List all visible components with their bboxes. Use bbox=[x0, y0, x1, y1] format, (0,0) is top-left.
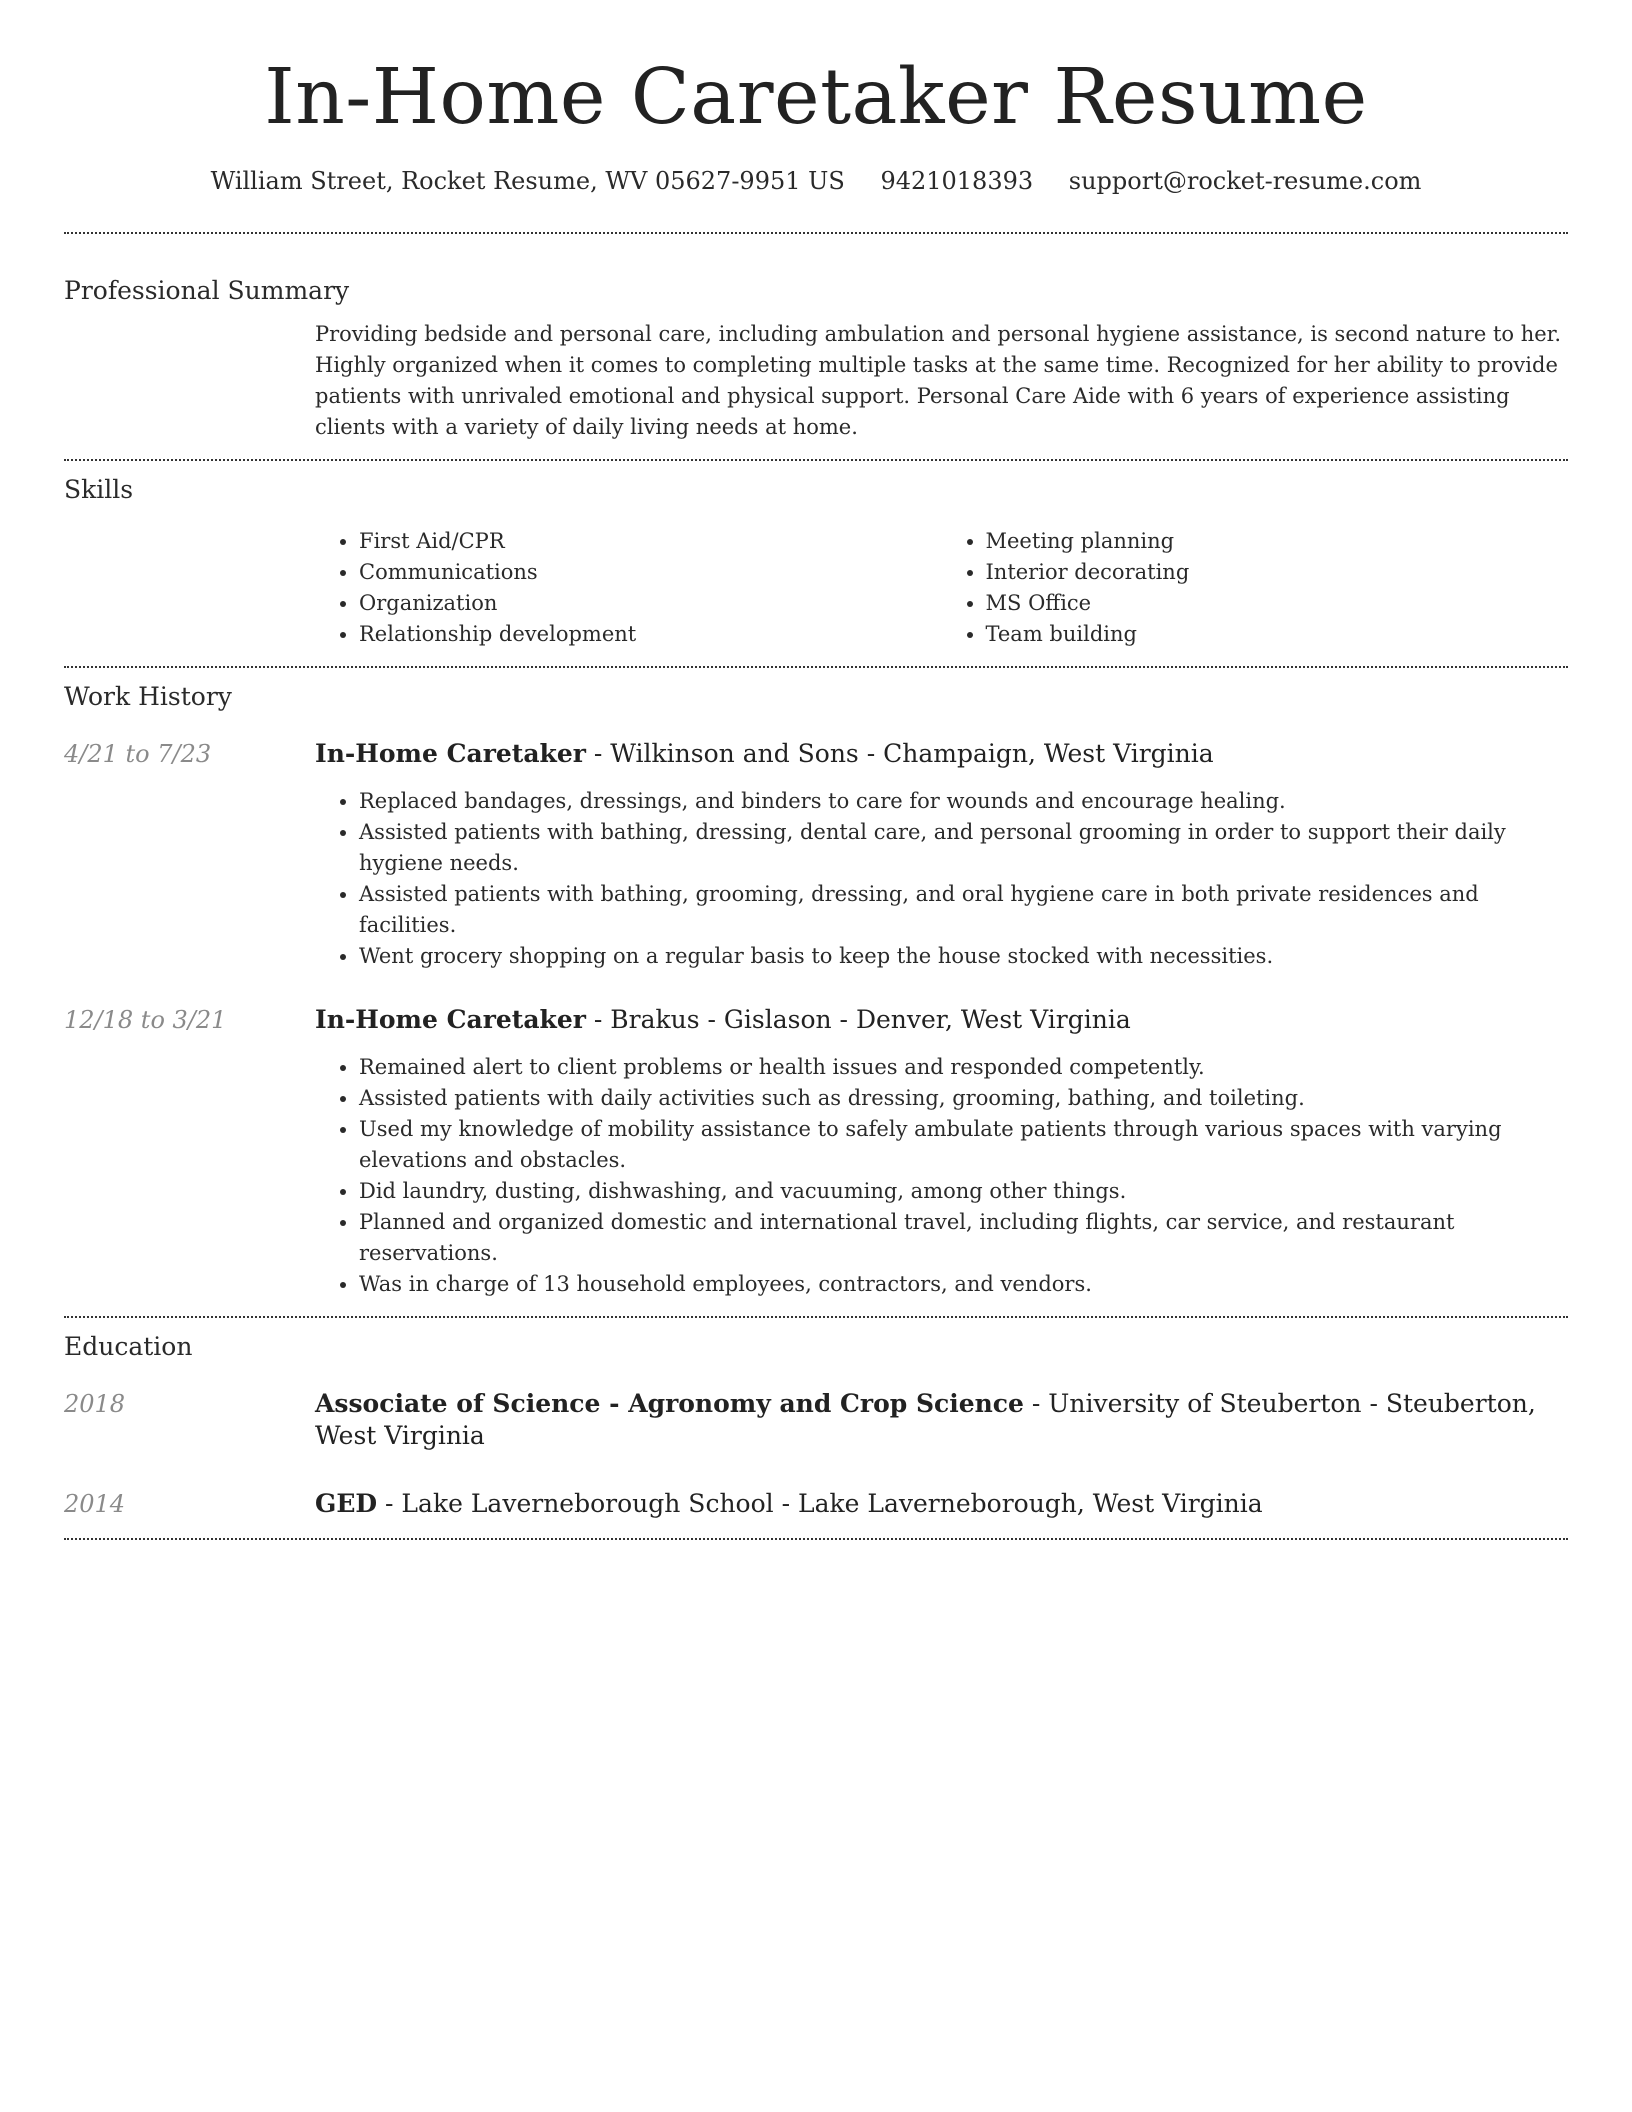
education-year: 2018 bbox=[64, 1390, 126, 1418]
summary-heading: Professional Summary bbox=[64, 276, 350, 305]
education-title bbox=[315, 1488, 1568, 1520]
skill-item: • MS Office bbox=[986, 588, 1569, 619]
job-bullets bbox=[315, 1052, 1568, 1300]
skill-item: • Team building bbox=[986, 619, 1569, 650]
work-section bbox=[64, 682, 1568, 1300]
contact-phone: 9421018393 bbox=[880, 167, 1034, 195]
job-bullet: • Replaced bandages, dressings, and binders to care for wounds and encourage healing. bbox=[359, 786, 1568, 817]
skill-item: • Interior decorating bbox=[986, 557, 1569, 588]
skill-item: • Relationship development bbox=[359, 619, 942, 650]
skill-item: • Meeting planning bbox=[986, 526, 1569, 557]
divider-header bbox=[64, 232, 1568, 234]
education-degree: Associate of Science - Agronomy and Crop Science bbox=[315, 1389, 1024, 1418]
divider-skills bbox=[64, 666, 1568, 668]
contact-address: William Street, Rocket Resume, WV 05627-9951 US bbox=[210, 167, 845, 195]
job-bullet: • Used my knowledge of mobility assistance to safely ambulate patients through various spaces with varying elevations and obstacles. bbox=[359, 1114, 1568, 1176]
work-heading: Work History bbox=[64, 682, 232, 711]
skills-list-right bbox=[942, 526, 1569, 650]
job-dates: 4/21 to 7/23 bbox=[64, 740, 212, 768]
job-bullet: • Did laundry, dusting, dishwashing, and vacuuming, among other things. bbox=[359, 1176, 1568, 1207]
job-bullet: • Planned and organized domestic and international travel, including flights, car service, and restaurant reservations. bbox=[359, 1207, 1568, 1269]
job-bullet: • Went grocery shopping on a regular basis to keep the house stocked with necessities. bbox=[359, 941, 1568, 972]
summary-section bbox=[64, 276, 1568, 443]
job-employer: - Wilkinson and Sons - Champaign, West Virginia bbox=[585, 739, 1214, 768]
education-school: - Lake Laverneborough School - Lake Laverneborough, West Virginia bbox=[377, 1489, 1263, 1518]
job-bullet: • Assisted patients with bathing, dressing, dental care, and personal grooming in order to support their daily hygiene needs. bbox=[359, 817, 1568, 879]
job-entry bbox=[64, 1004, 1568, 1300]
skills-heading: Skills bbox=[64, 475, 134, 504]
job-bullets bbox=[315, 786, 1568, 972]
job-entry bbox=[64, 738, 1568, 972]
job-role: In-Home Caretaker bbox=[315, 1005, 586, 1034]
education-section bbox=[64, 1332, 1568, 1520]
job-employer: - Brakus - Gislason - Denver, West Virginia bbox=[585, 1005, 1131, 1034]
education-school: - University of Steuberton - Steuberton, West Virginia bbox=[315, 1389, 1536, 1450]
divider-summary bbox=[64, 459, 1568, 461]
education-heading: Education bbox=[64, 1332, 193, 1361]
job-bullet: • Assisted patients with daily activities such as dressing, grooming, bathing, and toileting. bbox=[359, 1083, 1568, 1114]
job-bullet: • Assisted patients with bathing, grooming, dressing, and oral hygiene care in both private residences and facilities. bbox=[359, 879, 1568, 941]
skills-section bbox=[64, 475, 1568, 650]
job-role: In-Home Caretaker bbox=[315, 739, 586, 768]
job-title bbox=[315, 1004, 1568, 1036]
divider-work bbox=[64, 1316, 1568, 1318]
job-bullet: • Was in charge of 13 household employees, contractors, and vendors. bbox=[359, 1269, 1568, 1300]
skills-list-left bbox=[315, 526, 942, 650]
contact-email: support@rocket-resume.com bbox=[1068, 167, 1422, 195]
education-year: 2014 bbox=[64, 1490, 126, 1518]
divider-education bbox=[64, 1538, 1568, 1540]
job-title bbox=[315, 738, 1568, 770]
contact-line bbox=[64, 166, 1568, 196]
education-entry bbox=[64, 1488, 1568, 1520]
job-bullet: • Remained alert to client problems or health issues and responded competently. bbox=[359, 1052, 1568, 1083]
job-dates: 12/18 to 3/21 bbox=[64, 1006, 227, 1034]
skill-item: • First Aid/CPR bbox=[359, 526, 942, 557]
summary-text: Providing bedside and personal care, including ambulation and personal hygiene assistance, is second nature to her. Highly organized when it comes to completing multiple tasks at the same time. Recognized for her ability to provide patients with unrivaled emotional and physical support. Personal Care Aide with 6 years of experience assisting clients with a variety of daily living needs at home. bbox=[315, 322, 1562, 439]
skill-item: • Communications bbox=[359, 557, 942, 588]
education-entry bbox=[64, 1388, 1568, 1452]
resume-title: In-Home Caretaker Resume bbox=[264, 53, 1368, 142]
skill-item: • Organization bbox=[359, 588, 942, 619]
education-degree: GED bbox=[315, 1489, 378, 1518]
education-title bbox=[315, 1388, 1568, 1452]
